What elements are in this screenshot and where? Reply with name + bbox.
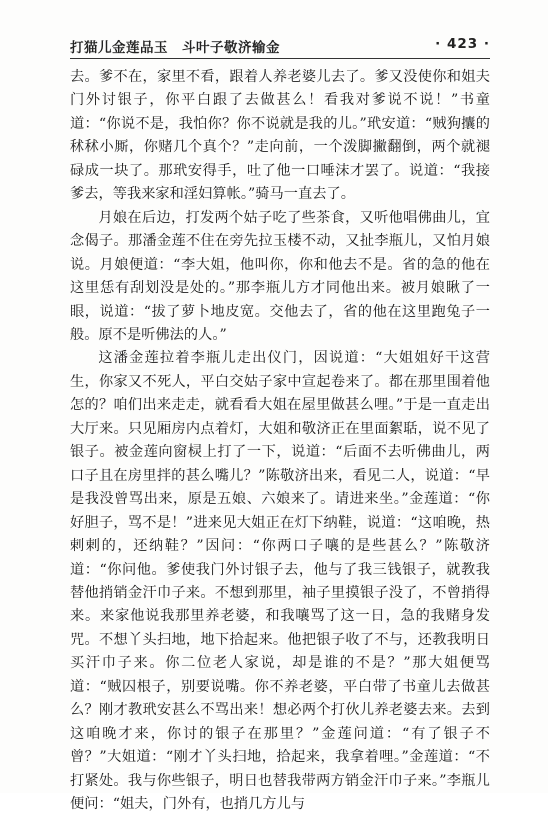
header-rule bbox=[70, 58, 490, 59]
paragraph-continued: 去。爹不在，家里不看，跟着人养老婆儿去了。爹又没使你和姐夫门外讨银子，你平白跟了去做甚么！看我对爹说不说！”书童道：“你说不是，我怕你？你不说就是我的儿。”玳安道：“贼狗攮的秫秫小厮，你赌几个真个？”走向前，一个泼脚撇翻倒，两个就褪碌成一块了。那玳安得手，吐了他一口唾沫才罢了。说道：“我接爹去，等我来家和淫妇算帐。”骑马一直去了。 bbox=[70, 69, 490, 203]
paragraph: 这潘金莲拉着李瓶儿走出仪门，因说道：“大姐姐好干这营生，你家又不死人，平白交姑子家中宣起卷来了。都在那里围着他怎的？咱们出来走走，就看看大姐在屋里做甚么哩。”于是一直走出大厅来。只见厢房内点着灯，大姐和敬济正在里面絮聒，说不见了银子。被金莲向窗棂上打了一下，说道：“后面不去听佛曲儿，两口子且在房里拌的甚么嘴儿？”陈敬济出来，看见二人，说道：“早是我没曾骂出来，原是五娘、六娘来了。请进来坐。”金莲道：“你好胆子，骂不是！”进来见大姐正在灯下纳鞋，说道：“这咱晚，热剌剌的，还纳鞋？”因问：“你两口子嚷的是些甚么？”陈敬济道：“你问他。爹使我门外讨银子去，他与了我三钱银子，就教我替他捎销金汗巾子来。不想到那里，袖子里摸银子没了，不曾捎得来。来家他说我那里养老婆，和我嚷骂了这一日，急的我赌身发咒。不想丫头扫地，地下拾起来。他把银子收了不与，还教我明日买汗巾子来。你二位老人家说，却是谁的不是？”那大姐便骂道：“贼囚根子，别要说嘴。你不养老婆，平白带了书童儿去做甚么？刚才教玳安甚么不骂出来！想必两个打伙儿养老婆去来。去到这咱晚才来，你讨的银子在那里？”金莲问道：“有了银子不曾？”大姐道：“刚才丫头扫地，拾起来，我拿着哩。”金莲道：“不打紧处。我与你些银子，明日也替我带两方销金汗巾子来。”李瓶儿便问：“姐夫，门外有，也捎几方儿与 bbox=[70, 350, 490, 813]
chapter-heading bbox=[70, 36, 280, 56]
paragraph: 月娘在后边，打发两个姑子吃了些茶食，又听他唱佛曲儿，宜念偈子。那潘金莲不住在旁先拉玉楼不动，又扯李瓶儿，又怕月娘说。月娘便道：“李大姐，他叫你，你和他去不是。省的急的他在这里恁有刮划没是处的。”那李瓶儿方才同他出来。被月娘瞅了一眼，说道：“拔了萝卜地皮宽。交他去了，省的他在这里跑兔子一般。原不是听佛法的人。” bbox=[70, 209, 490, 343]
page-body bbox=[70, 66, 490, 817]
page-number: · 423 · bbox=[435, 36, 490, 52]
running-header bbox=[70, 36, 490, 58]
chapter-title: 打猫儿金莲品玉 bbox=[70, 40, 168, 56]
chapter-subtitle: 斗叶子敬济输金 bbox=[182, 40, 280, 56]
